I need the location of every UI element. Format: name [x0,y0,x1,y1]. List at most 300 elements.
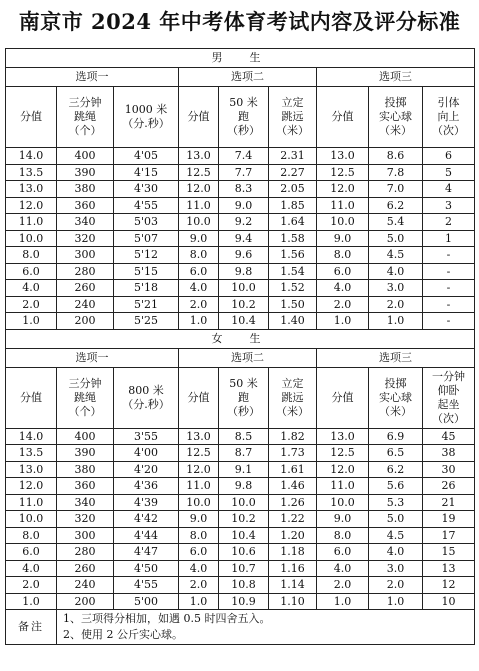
table-cell: 5'00 [114,593,179,610]
table-cell: 1.56 [269,247,317,264]
column-header [57,367,114,428]
table-cell: 7.7 [219,164,269,181]
table-cell: 1.82 [269,428,317,445]
table-cell: 4'15 [114,164,179,181]
note-line: 2、使用 2 公斤实心球。 [63,628,183,641]
header-line: （秒） [227,124,260,137]
table-cell: 1.52 [269,280,317,297]
header-line: （米） [379,124,412,137]
table-cell: 10.0 [219,280,269,297]
table-cell: 4 [423,181,475,198]
male-section-label: 男 生 [6,49,475,68]
table-cell: 7.0 [369,181,423,198]
table-cell: 12.0 [179,181,219,198]
table-cell: 1.22 [269,511,317,528]
header-line: 投掷 [384,96,407,109]
table-cell: 9.6 [219,247,269,264]
table-cell: 1.0 [369,593,423,610]
header-line: 立定 [281,376,304,390]
table-cell: 6.0 [317,544,369,561]
table-cell: 6.2 [369,461,423,478]
table-cell: 5'21 [114,296,179,313]
table-cell: 6.0 [179,544,219,561]
table-cell: 1 [423,230,475,247]
table-row [6,593,475,610]
table-cell: 10.0 [179,214,219,231]
table-cell: 4'55 [114,577,179,594]
table-cell: 11.0 [317,478,369,495]
table-cell: 19 [423,511,475,528]
table-cell: 380 [57,461,114,478]
table-cell: 7.8 [369,164,423,181]
table-cell: 1.16 [269,560,317,577]
table-cell: 4'44 [114,527,179,544]
header-line: 跑 [238,110,249,123]
header-line: 分值 [187,110,210,123]
table-cell: 2.27 [269,164,317,181]
table-row [6,428,475,445]
male-header-row [6,87,475,148]
table-cell: 2.0 [369,577,423,594]
table-cell: 2 [423,214,475,231]
table-cell: 1.26 [269,494,317,511]
header-line: 50 米 [229,376,258,390]
table-cell: 4'36 [114,478,179,495]
table-cell: 2.0 [317,577,369,594]
table-cell: 10 [423,593,475,610]
column-header [219,87,269,148]
table-cell: 1.0 [179,313,219,330]
table-cell: 11.0 [6,214,57,231]
table-cell: 4'39 [114,494,179,511]
table-cell: 280 [57,263,114,280]
table-cell: 10.7 [219,560,269,577]
table-cell: 8.5 [219,428,269,445]
header-line: （次） [432,411,466,425]
column-header [179,87,219,148]
header-line: 三分钟 [68,96,102,109]
table-row [6,478,475,495]
table-cell: 4'20 [114,461,179,478]
table-cell: 340 [57,494,114,511]
table-cell: 6.0 [317,263,369,280]
column-header [369,367,423,428]
male-option-label: 选项三 [317,68,475,87]
table-cell: 13.5 [6,164,57,181]
table-cell: 1.20 [269,527,317,544]
table-cell: 13.0 [179,148,219,165]
header-line: （米） [379,404,412,418]
table-row [6,527,475,544]
table-cell: 45 [423,428,475,445]
table-cell: 4.0 [6,280,57,297]
header-line: 800 米 [128,383,164,397]
table-cell: 8.0 [179,247,219,264]
table-cell: 10.2 [219,511,269,528]
note-line: 1、三项得分相加，如遇 0.5 时四舍五入。 [63,612,271,625]
table-cell: 8.0 [6,247,57,264]
table-cell: 2.0 [179,577,219,594]
table-cell: 13.5 [6,445,57,462]
table-row [6,247,475,264]
table-cell: 4'55 [114,197,179,214]
column-header [6,367,57,428]
table-cell: 10.0 [179,494,219,511]
table-row [6,296,475,313]
table-cell: 15 [423,544,475,561]
male-option-label: 选项一 [6,68,179,87]
header-line: 分值 [331,390,354,404]
column-header [114,367,179,428]
table-cell: 10.0 [6,230,57,247]
column-header [219,367,269,428]
table-cell: 3.0 [369,280,423,297]
table-cell: 2.0 [369,296,423,313]
table-cell: 14.0 [6,428,57,445]
male-option-row [6,68,475,87]
table-cell: 10.4 [219,313,269,330]
table-cell: 390 [57,164,114,181]
header-line: 起坐 [437,397,460,411]
column-header [369,87,423,148]
column-header [423,367,475,428]
table-cell: 4.0 [179,280,219,297]
table-cell: 8.6 [369,148,423,165]
table-cell: 260 [57,280,114,297]
table-cell: 4'47 [114,544,179,561]
table-cell: 4.5 [369,527,423,544]
column-header [114,87,179,148]
table-cell: 300 [57,247,114,264]
table-cell: 10.0 [317,214,369,231]
column-header [269,367,317,428]
table-cell: 4.0 [317,560,369,577]
table-cell: 4.0 [369,544,423,561]
table-cell: 12 [423,577,475,594]
table-cell: 9.0 [219,197,269,214]
table-cell: 9.2 [219,214,269,231]
header-line: 立定 [281,96,304,109]
table-cell: - [423,313,475,330]
table-cell: 8.7 [219,445,269,462]
table-cell: 200 [57,593,114,610]
column-header [269,87,317,148]
table-cell: 5.0 [369,511,423,528]
table-cell: 1.14 [269,577,317,594]
table-cell: 1.50 [269,296,317,313]
header-line: （个） [68,404,102,418]
table-cell: 9.0 [179,511,219,528]
column-header [317,87,369,148]
table-row [6,214,475,231]
column-header [57,87,114,148]
header-line: 引体 [437,96,460,109]
header-line: 分值 [187,390,210,404]
table-cell: 11.0 [317,197,369,214]
header-line: （分.秒） [122,397,170,411]
table-cell: 14.0 [6,148,57,165]
table-cell: 4'00 [114,445,179,462]
table-cell: 260 [57,560,114,577]
table-row [6,230,475,247]
female-header-row [6,367,475,428]
table-cell: 1.58 [269,230,317,247]
table-cell: 17 [423,527,475,544]
table-cell: 1.73 [269,445,317,462]
table-row [6,148,475,165]
table-row [6,164,475,181]
table-row [6,511,475,528]
table-cell: 9.0 [317,230,369,247]
scoring-table [5,48,475,645]
table-cell: 10.0 [219,494,269,511]
table-cell: 1.85 [269,197,317,214]
table-cell: 10.9 [219,593,269,610]
female-section-row [6,329,475,348]
header-line: 投掷 [384,376,407,390]
table-cell: 1.10 [269,593,317,610]
table-cell: 3'55 [114,428,179,445]
table-cell: 1.0 [317,593,369,610]
table-row [6,560,475,577]
table-cell: 9.4 [219,230,269,247]
table-cell: 11.0 [179,197,219,214]
female-section-label: 女 生 [6,329,475,348]
table-cell: 13.0 [6,181,57,198]
page-title: 南京市 2024 年中考体育考试内容及评分标准 [18,9,461,34]
header-line: （个） [68,124,102,137]
table-cell: 4'50 [114,560,179,577]
column-header [179,367,219,428]
header-line: 50 米 [229,96,258,109]
column-header [423,87,475,148]
header-line: 仰卧 [437,383,460,397]
table-cell: 10.0 [6,511,57,528]
table-cell: 13 [423,560,475,577]
header-line: 实心球 [379,110,412,123]
table-cell: 9.1 [219,461,269,478]
table-cell: 1.0 [6,313,57,330]
header-line: （秒） [227,404,260,418]
table-cell: 8.0 [6,527,57,544]
female-option-label: 选项三 [317,348,475,367]
header-line: 跳远 [281,390,304,404]
table-cell: 1.0 [179,593,219,610]
table-cell: 5.4 [369,214,423,231]
table-row [6,577,475,594]
table-cell: 6 [423,148,475,165]
table-cell: - [423,263,475,280]
table-cell: 5'25 [114,313,179,330]
table-cell: 360 [57,478,114,495]
table-row [6,445,475,462]
header-line: 向上 [437,110,460,123]
table-cell: - [423,280,475,297]
female-option-label: 选项二 [179,348,317,367]
table-cell: 6.2 [369,197,423,214]
table-cell: 11.0 [6,494,57,511]
table-cell: 12.0 [317,181,369,198]
table-cell: 6.0 [179,263,219,280]
table-cell: 13.0 [6,461,57,478]
header-line: （米） [276,404,309,418]
notes-label: 备注 [6,610,57,645]
table-cell: 8.3 [219,181,269,198]
table-cell: 10.4 [219,527,269,544]
table-cell: 4.0 [369,263,423,280]
table-cell: 380 [57,181,114,198]
table-cell: 13.0 [317,428,369,445]
table-row [6,181,475,198]
table-cell: 4.0 [179,560,219,577]
column-header [317,367,369,428]
table-cell: 390 [57,445,114,462]
table-cell: 12.0 [179,461,219,478]
table-cell: 5.0 [369,230,423,247]
male-section-row [6,49,475,68]
table-cell: 5.3 [369,494,423,511]
table-cell: 1.40 [269,313,317,330]
table-cell: 1.0 [6,593,57,610]
table-cell: 10.0 [317,494,369,511]
notes-row [6,610,475,645]
table-cell: 6.0 [6,263,57,280]
table-cell: 4.0 [317,280,369,297]
header-line: 跳绳 [74,110,96,123]
table-cell: 12.5 [179,445,219,462]
table-cell: 2.0 [6,577,57,594]
table-cell: 7.4 [219,148,269,165]
table-cell: 400 [57,148,114,165]
table-cell: 1.64 [269,214,317,231]
header-line: 实心球 [379,390,412,404]
table-row [6,280,475,297]
table-row [6,197,475,214]
table-cell: 1.0 [369,313,423,330]
female-option-label: 选项一 [6,348,179,367]
header-line: 分值 [20,110,42,123]
table-cell: 2.0 [317,296,369,313]
column-header [6,87,57,148]
table-cell: 2.0 [179,296,219,313]
female-option-row [6,348,475,367]
table-cell: 360 [57,197,114,214]
header-line: 分值 [331,110,354,123]
table-cell: 5'18 [114,280,179,297]
table-cell: 9.8 [219,263,269,280]
table-cell: 13.0 [317,148,369,165]
table-cell: 1.0 [317,313,369,330]
table-cell: 1.54 [269,263,317,280]
table-cell: 5'12 [114,247,179,264]
table-cell: 6.0 [6,544,57,561]
table-cell: 3 [423,197,475,214]
table-row [6,544,475,561]
table-cell: 21 [423,494,475,511]
table-cell: 9.0 [317,511,369,528]
table-cell: 1.61 [269,461,317,478]
table-cell: 5'07 [114,230,179,247]
table-cell: 2.05 [269,181,317,198]
table-cell: 200 [57,313,114,330]
table-cell: 5'03 [114,214,179,231]
table-cell: 8.0 [179,527,219,544]
table-cell: 5 [423,164,475,181]
header-line: （分.秒） [122,117,170,130]
table-cell: 12.0 [6,197,57,214]
table-cell: 4'05 [114,148,179,165]
table-cell: 12.0 [6,478,57,495]
table-cell: 9.8 [219,478,269,495]
table-cell: 5'15 [114,263,179,280]
table-row [6,461,475,478]
header-line: 1000 米 [124,103,168,116]
table-cell: 12.5 [179,164,219,181]
table-cell: - [423,296,475,313]
table-cell: 1.18 [269,544,317,561]
table-cell: 13.0 [179,428,219,445]
table-cell: 10.6 [219,544,269,561]
header-line: （米） [276,124,309,137]
table-cell: 8.0 [317,247,369,264]
table-cell: 400 [57,428,114,445]
table-cell: 4'30 [114,181,179,198]
table-cell: 280 [57,544,114,561]
table-cell: 240 [57,577,114,594]
table-cell: 6.9 [369,428,423,445]
table-cell: 4.0 [6,560,57,577]
table-cell: 300 [57,527,114,544]
male-option-label: 选项二 [179,68,317,87]
header-line: 跳绳 [74,390,96,404]
header-line: 分值 [20,390,42,404]
table-cell: 4'42 [114,511,179,528]
header-line: 跑 [238,390,249,404]
table-cell: 9.0 [179,230,219,247]
table-cell: 320 [57,230,114,247]
table-cell: 11.0 [179,478,219,495]
table-row [6,494,475,511]
table-cell: 2.0 [6,296,57,313]
table-cell: 12.5 [317,164,369,181]
header-line: 三分钟 [68,376,102,390]
header-line: 跳远 [281,110,304,123]
table-cell: 10.2 [219,296,269,313]
table-cell: 320 [57,511,114,528]
header-line: （次） [432,124,466,137]
table-cell: 30 [423,461,475,478]
table-cell: 38 [423,445,475,462]
table-cell: 6.5 [369,445,423,462]
table-cell: - [423,247,475,264]
table-cell: 12.5 [317,445,369,462]
table-cell: 26 [423,478,475,495]
table-cell: 1.46 [269,478,317,495]
table-cell: 8.0 [317,527,369,544]
table-cell: 12.0 [317,461,369,478]
table-cell: 4.5 [369,247,423,264]
table-cell: 5.6 [369,478,423,495]
table-cell: 10.8 [219,577,269,594]
table-cell: 240 [57,296,114,313]
table-row [6,263,475,280]
notes-content [57,610,475,645]
table-cell: 3.0 [369,560,423,577]
table-cell: 2.31 [269,148,317,165]
header-line: 一分钟 [432,369,466,383]
table-row [6,313,475,330]
table-cell: 340 [57,214,114,231]
